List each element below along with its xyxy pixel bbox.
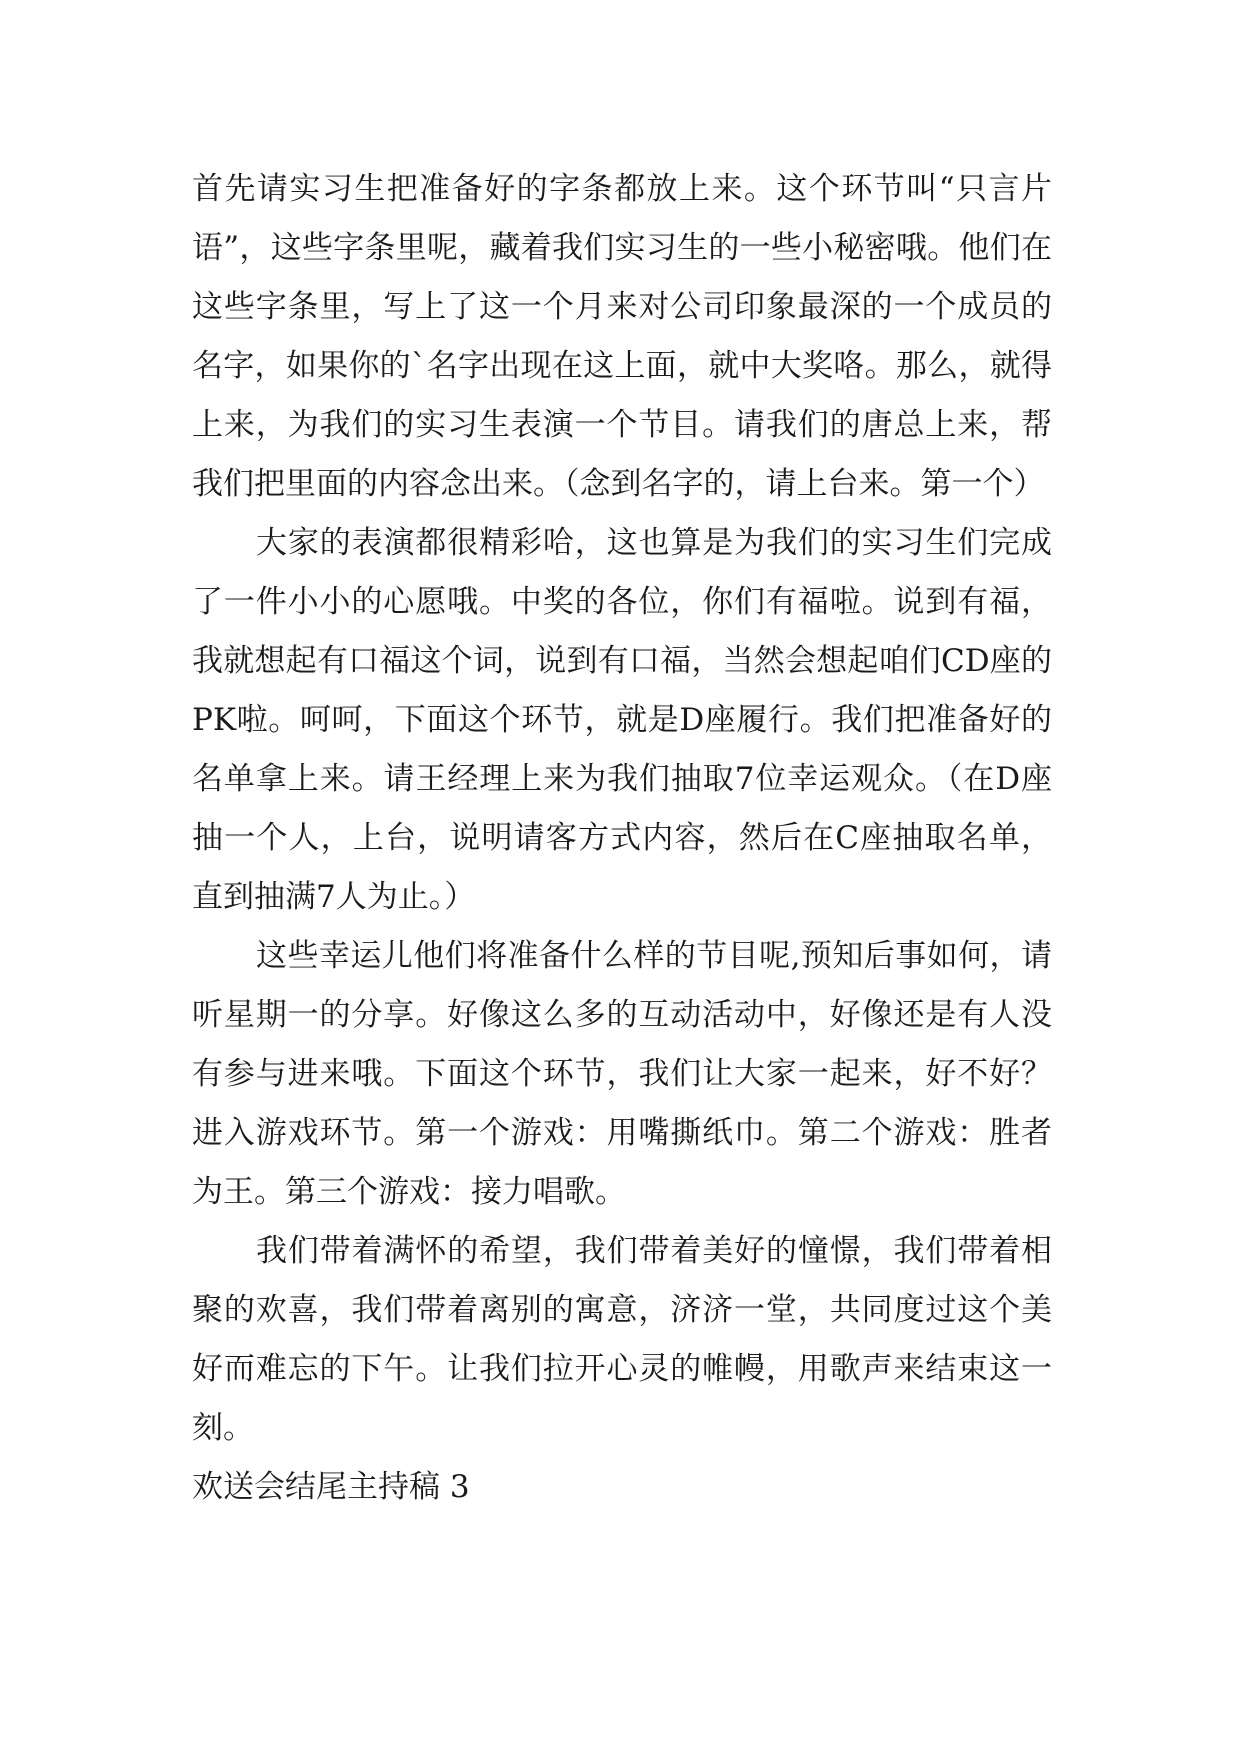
paragraph-2: 大家的表演都很精彩哈，这也算是为我们的实习生们完成了一件小小的心愿哦。中奖的各位，你们有福啦。说到有福，我就想起有口福这个词，说到有口福，当然会想起咱们CD座的PK啦。呵呵，下面这个环节，就是D座履行。我们把准备好的名单拿上来。请王经理上来为我们抽取7位幸运观众。（在D座抽一个人，上台，说明请客方式内容，然后在C座抽取名单，直到抽满7人为止。） <box>192 525 1052 915</box>
paragraph-4: 我们带着满怀的希望，我们带着美好的憧憬，我们带着相聚的欢喜，我们带着离别的寓意，济济一堂，共同度过这个美好而难忘的下午。让我们拉开心灵的帷幔，用歌声来结束这一刻。 <box>192 1233 1052 1446</box>
paragraph-3: 这些幸运儿他们将准备什么样的节目呢,预知后事如何，请听星期一的分享。好像这么多的互动活动中，好像还是有人没有参与进来哦。下面这个环节，我们让大家一起来，好不好？进入游戏环节。第一个游戏：用嘴撕纸巾。第二个游戏：胜者为王。第三个游戏：接力唱歌。 <box>192 938 1052 1210</box>
document-page <box>192 160 1052 1517</box>
section-heading: 欢送会结尾主持稿 3 <box>192 1469 470 1505</box>
paragraph-1: 首先请实习生把准备好的字条都放上来。这个环节叫“只言片语”，这些字条里呢，藏着我们实习生的一些小秘密哦。他们在这些字条里，写上了这一个月来对公司印象最深的一个成员的名字，如果你的`名字出现在这上面，就中大奖咯。那么，就得上来，为我们的实习生表演一个节目。请我们的唐总上来，帮我们把里面的内容念出来。（念到名字的，请上台来。第一个） <box>192 171 1052 502</box>
